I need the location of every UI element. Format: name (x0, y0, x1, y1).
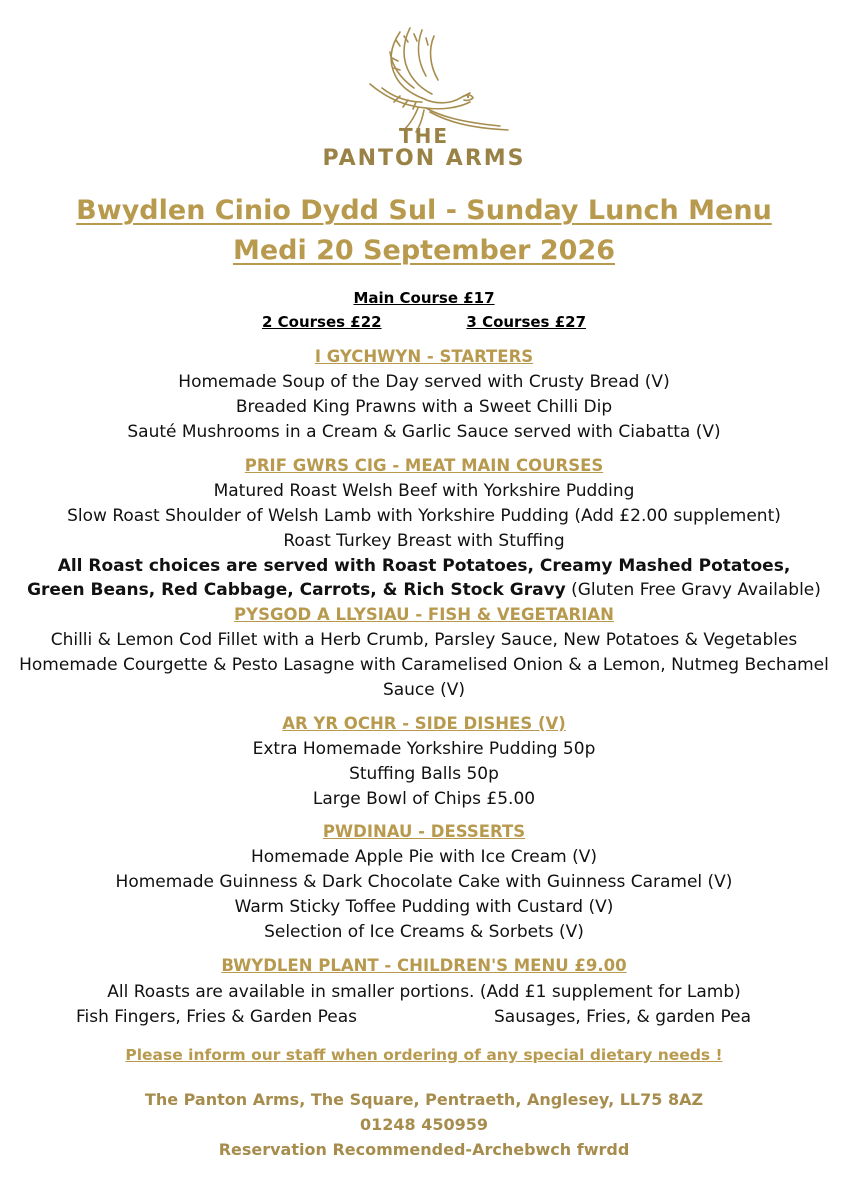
kids-heading: BWYDLEN PLANT - CHILDREN'S MENU £9.00 (221, 956, 627, 975)
kids-note: All Roasts are available in smaller portions. (Add £1 supplement for Lamb) (107, 982, 741, 1002)
gluten-free-note: (Gluten Free Gravy Available) (565, 580, 821, 600)
menu-item: Breaded King Prawns with a Sweet Chilli Dip (235, 397, 613, 417)
two-courses-price: 2 Courses £22 (261, 313, 382, 331)
main-course-price: Main Course £17 (353, 289, 495, 307)
menu-item: Chilli & Lemon Cod Fillet with a Herb Crumb, Parsley Sauce, New Potatoes & Vegetables (50, 630, 798, 650)
three-courses-price: 3 Courses £27 (466, 313, 587, 331)
dietary-note: Please inform our staff when ordering of any special dietary needs ! (125, 1046, 723, 1064)
kids-option-sausages: Sausages, Fries, & garden Pea (494, 1007, 752, 1027)
roast-note: All Roast choices are served with Roast Potatoes, Creamy Mashed Potatoes, (57, 556, 791, 576)
menu-item: Homemade Soup of the Day served with Crusty Bread (V) (178, 372, 670, 392)
menu-item: Slow Roast Shoulder of Welsh Lamb with Yorkshire Pudding (Add £2.00 supplement) (67, 506, 781, 526)
menu-item: Large Bowl of Chips £5.00 (312, 789, 536, 809)
menu-item: Stuffing Balls 50p (349, 764, 499, 784)
footer-address: The Panton Arms, The Square, Pentraeth, Anglesey, LL75 8AZ (144, 1090, 704, 1109)
brand-the: THE (398, 124, 450, 148)
menu-item: Homemade Courgette & Pesto Lasagne with Caramelised Onion & a Lemon, Nutmeg Bechamel (19, 655, 829, 675)
menu-date: Medi 20 September 2026 (232, 235, 616, 266)
menu-title: Bwydlen Cinio Dydd Sul - Sunday Lunch Menu (76, 195, 772, 226)
menu-item: Warm Sticky Toffee Pudding with Custard (V) (234, 897, 614, 917)
menu-item: Homemade Guinness & Dark Chocolate Cake with Guinness Caramel (V) (115, 872, 733, 892)
desserts-heading: PWDINAU - DESSERTS (322, 822, 526, 841)
menu-item: Sauté Mushrooms in a Cream & Garlic Sauce served with Ciabatta (V) (127, 422, 721, 442)
menu-item: Matured Roast Welsh Beef with Yorkshire Pudding (213, 481, 635, 501)
sides-heading: AR YR OCHR - SIDE DISHES (V) (282, 714, 566, 733)
footer-phone: 01248 450959 (359, 1115, 489, 1134)
starters-heading: I GYCHWYN - STARTERS (314, 347, 534, 366)
roast-note-sides: Green Beans, Red Cabbage, Carrots, & Rich Stock Gravy (27, 580, 566, 600)
brand-name: PANTON ARMS (322, 146, 526, 171)
menu-item: Homemade Apple Pie with Ice Cream (V) (250, 847, 597, 867)
menu-item: Sauce (V) (382, 680, 466, 700)
footer-reservation: Reservation Recommended-Archebwch fwrdd (218, 1140, 630, 1159)
menu-item: Roast Turkey Breast with Stuffing (283, 531, 565, 551)
meat-heading: PRIF GWRS CIG - MEAT MAIN COURSES (244, 456, 604, 475)
kids-option-fish-fingers: Fish Fingers, Fries & Garden Peas (76, 1007, 357, 1027)
fish-heading: PYSGOD A LLYSIAU - FISH & VEGETARIAN (234, 605, 614, 624)
menu-item: Selection of Ice Creams & Sorbets (V) (264, 922, 584, 942)
menu-item: Extra Homemade Yorkshire Pudding 50p (252, 739, 596, 759)
